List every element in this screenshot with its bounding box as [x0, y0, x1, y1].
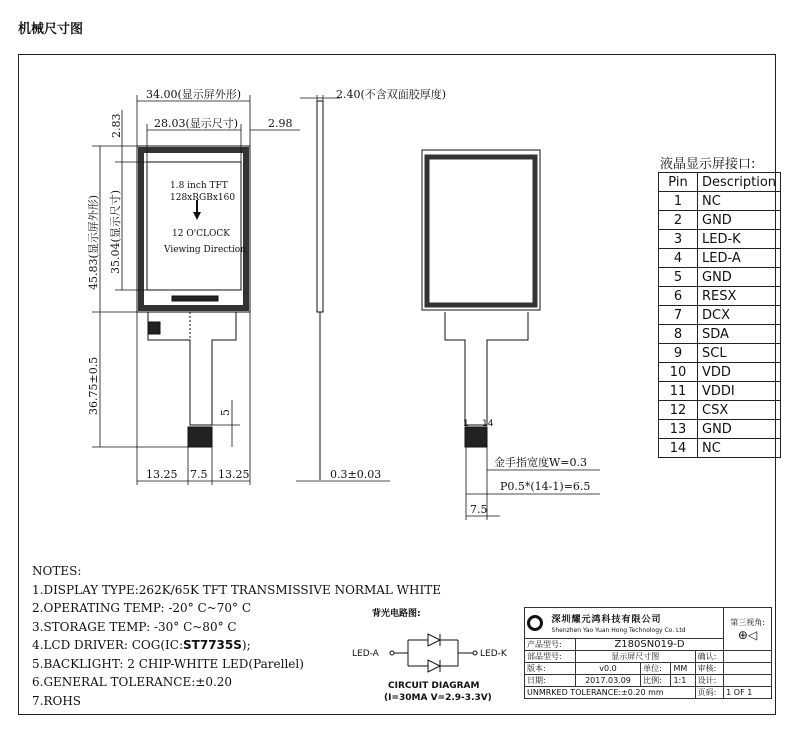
pin-description: SCL [698, 344, 781, 363]
tolerance: UNMRKED TOLERANCE:±0.20 mm [525, 687, 696, 699]
pin-description: DCX [698, 306, 781, 325]
fpc-width: 7.5 [470, 503, 488, 516]
pin-number: 7 [659, 306, 698, 325]
pin-number: 5 [659, 268, 698, 287]
fpc-component [148, 322, 160, 334]
pin-row [659, 382, 781, 401]
pin-table [658, 172, 781, 458]
note-2: 2.OPERATING TEMP: -20° C~70° C [32, 601, 252, 615]
product-no: Z180SN019-D [575, 639, 723, 651]
pin-row [659, 211, 781, 230]
part-label: 部品型号: [525, 651, 576, 663]
unit-label: 单位: [641, 663, 671, 675]
page: 1 OF 1 [724, 687, 772, 699]
part-value: 显示屏尺寸图 [575, 651, 695, 663]
notes [32, 562, 441, 710]
circuit-led-k: LED-K [480, 649, 507, 659]
pin-header: Pin [659, 173, 698, 192]
pin-number: 2 [659, 211, 698, 230]
pin-description: LED-K [698, 230, 781, 249]
pin-row [659, 230, 781, 249]
version: v0.0 [575, 663, 640, 675]
view-label: 第三视角: [730, 617, 765, 627]
note-4 [32, 636, 441, 655]
pin-table-title: 液晶显示屏接口: [660, 157, 756, 172]
pin-number: 8 [659, 325, 698, 344]
pin-description: VDDI [698, 382, 781, 401]
pin-description: LED-A [698, 249, 781, 268]
circuit-caption-2: (I=30MA V=2.9-3.3V) [384, 693, 492, 703]
side-view [296, 95, 390, 481]
review-value [724, 663, 772, 675]
note-1: 1.DISPLAY TYPE:262K/65K TFT TRANSMISSIVE NORMAL WHITE [32, 582, 441, 597]
version-label: 版本: [525, 663, 576, 675]
circuit-caption-1: CIRCUIT DIAGRAM [388, 681, 480, 691]
note-4-ic: ST7735S [183, 638, 242, 652]
display-line-4: Viewing Direction [164, 245, 247, 255]
date-label: 日期: [525, 675, 576, 687]
pin-number: 12 [659, 401, 698, 420]
gold-finger [188, 427, 212, 447]
direction-arrow [193, 200, 201, 220]
pin-table-header [659, 173, 781, 192]
company-cn: 深圳耀元鸿科技有限公司 [551, 615, 662, 625]
dim-thickness-2: 0.3±0.03 [330, 468, 382, 481]
note-6: 6.GENERAL TOLERANCE:±0.20 [32, 675, 233, 689]
pin-number: 13 [659, 420, 698, 439]
company-logo-icon [527, 615, 543, 631]
dim-active-width: 28.03(显示尺寸) [154, 117, 239, 130]
pin-description: GND [698, 420, 781, 439]
circuit-led-a: LED-A [352, 649, 379, 659]
pin-number: 9 [659, 344, 698, 363]
pin-row [659, 249, 781, 268]
pin-row [659, 401, 781, 420]
page-title: 机械尺寸图 [18, 22, 84, 37]
ic-chip [172, 296, 218, 301]
pin-row [659, 287, 781, 306]
pin-number: 10 [659, 363, 698, 382]
review-label: 审核: [695, 663, 724, 675]
scale: 1:1 [671, 675, 695, 687]
note-7: 7.ROHS [32, 693, 82, 708]
notes-header: NOTES: [32, 564, 82, 578]
pitch: P0.5*(14-1)=6.5 [500, 480, 591, 493]
product-no-label: 产品型号: [525, 639, 576, 651]
dim-bottom-1: 13.25 [146, 468, 178, 481]
unit: MM [671, 663, 695, 675]
dim-bottom-3: 13.25 [218, 468, 250, 481]
pin-description: GND [698, 268, 781, 287]
page-label: 页码: [695, 687, 724, 699]
dim-outline-width: 34.00(显示屏外形) [146, 88, 242, 101]
company-cell [525, 608, 724, 639]
dim-thickness: 2.40(不含双面胶厚度) [336, 88, 447, 101]
pin-number: 6 [659, 287, 698, 306]
confirm-value [724, 651, 772, 663]
front-view [137, 146, 250, 447]
display-line-2: 128xRGBx160 [170, 193, 236, 203]
desc-header: Description [698, 173, 781, 192]
note-3: 3.STORAGE TEMP: -30° C~80° C [32, 619, 237, 634]
dim-outline-height: 45.83(显示屏外形) [87, 194, 100, 290]
title-block [524, 607, 772, 713]
pin-number: 11 [659, 382, 698, 401]
display-line-3: 12 O'CLOCK [172, 229, 231, 239]
dim-top-gap: 2.83 [110, 113, 123, 138]
pin-description: NC [698, 192, 781, 211]
pin-description: RESX [698, 287, 781, 306]
note-5: 5.BACKLIGHT: 2 CHIP-WHITE LED(Parellel) [32, 656, 304, 671]
design-label: 设计: [695, 675, 724, 687]
design-value [724, 675, 772, 687]
dim-active-height: 35.04(显示尺寸) [109, 189, 122, 274]
confirm-label: 确认: [695, 651, 724, 663]
scale-label: 比例: [641, 675, 671, 687]
pin-description: NC [698, 439, 781, 458]
pin-row [659, 363, 781, 382]
pin-row [659, 344, 781, 363]
pin-description: CSX [698, 401, 781, 420]
pin14-label: 14 [482, 419, 494, 429]
company-en: Shenzhen Yao Yuan Hong Technology Co. Ltd [551, 627, 686, 634]
pin-row [659, 268, 781, 287]
pin-number: 3 [659, 230, 698, 249]
circuit-title: 背光电路图: [372, 609, 421, 619]
pin-number: 4 [659, 249, 698, 268]
pin-row [659, 325, 781, 344]
pin-row [659, 439, 781, 458]
pin-number: 1 [659, 192, 698, 211]
dim-fpc-length: 36.75±0.5 [87, 356, 100, 415]
date: 2017.03.09 [575, 675, 640, 687]
pin-description: VDD [698, 363, 781, 382]
pin1-label: 1 [463, 419, 469, 429]
view-cell [724, 608, 772, 651]
dim-fpc-5: 5 [219, 409, 232, 416]
pin-number: 14 [659, 439, 698, 458]
pin-description: SDA [698, 325, 781, 344]
dim-bottom-2: 7.5 [190, 468, 208, 481]
note-4-suffix: ); [241, 638, 251, 652]
projection-icon: ⊕◁ [737, 627, 758, 642]
pin-row [659, 420, 781, 439]
finger-width: 金手指宽度W=0.3 [494, 456, 588, 469]
pin-row [659, 192, 781, 211]
note-4-prefix: 4.LCD DRIVER: COG(IC: [32, 638, 184, 652]
display-line-1: 1.8 inch TFT [170, 181, 228, 191]
pin-row [659, 306, 781, 325]
dim-right-gap: 2.98 [268, 117, 293, 130]
pin-description: GND [698, 211, 781, 230]
